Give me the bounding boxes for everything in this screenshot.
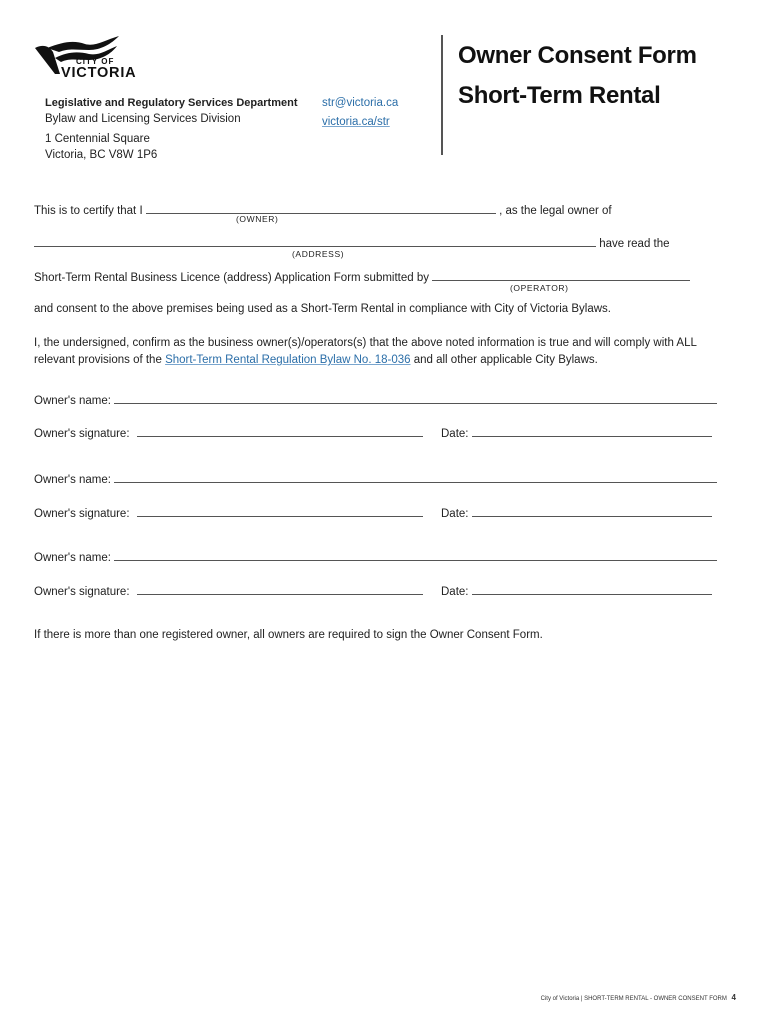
owner-2-name-row <box>34 471 717 486</box>
certify-prefix: This is to certify that I <box>34 205 143 217</box>
website-link[interactable]: victoria.ca/str <box>322 116 390 128</box>
owner-2-date-row <box>441 505 712 520</box>
application-text: Short-Term Rental Business Licence (address) Application Form submitted by <box>34 272 430 284</box>
owner-2-name-input[interactable] <box>114 471 717 483</box>
address-input-line[interactable] <box>34 235 596 247</box>
owner-1-signature-input[interactable] <box>137 425 423 437</box>
logo-city-of: CITY OF <box>76 57 115 66</box>
have-read-text: have read the <box>599 238 670 250</box>
owner-2-date-input[interactable] <box>472 505 712 517</box>
owner-3-signature-row <box>34 583 423 598</box>
owner-1-date-input[interactable] <box>472 425 712 437</box>
email-link[interactable]: str@victoria.ca <box>322 97 399 109</box>
header-divider <box>441 35 443 155</box>
city-logo <box>33 34 143 84</box>
certify-line-1 <box>34 202 612 217</box>
owner-name-label: Owner's name: <box>34 474 111 486</box>
owner-1-name-row <box>34 392 717 407</box>
owner-signature-label: Owner's signature: <box>34 428 130 440</box>
owner-3-date-row <box>441 583 712 598</box>
confirm-paragraph <box>34 335 724 369</box>
footer-text: City of Victoria | SHORT-TERM RENTAL - OWNER CONSENT FORM <box>540 996 727 1002</box>
owner-1-name-input[interactable] <box>114 392 717 404</box>
owner-2-signature-input[interactable] <box>137 505 423 517</box>
form-subtitle: Short-Term Rental <box>458 82 661 109</box>
confirm-text-end: and all other applicable City Bylaws. <box>413 354 598 366</box>
date-label: Date: <box>441 428 469 440</box>
department-name: Legislative and Regulatory Services Department <box>45 97 298 109</box>
address-caption: (ADDRESS) <box>292 249 345 259</box>
owner-3-date-input[interactable] <box>472 583 712 595</box>
owner-caption: (OWNER) <box>236 214 279 224</box>
owner-3-name-row <box>34 549 717 564</box>
certify-line-3 <box>34 269 690 284</box>
owner-input-line[interactable] <box>146 202 496 214</box>
certify-suffix: , as the legal owner of <box>499 205 612 217</box>
owner-1-signature-row <box>34 425 423 440</box>
multiple-owners-note: If there is more than one registered owner, all owners are required to sign the Owner Consent Form. <box>34 629 543 641</box>
owner-signature-label: Owner's signature: <box>34 508 130 520</box>
owner-name-label: Owner's name: <box>34 552 111 564</box>
owner-signature-label: Owner's signature: <box>34 586 130 598</box>
page-footer <box>541 993 736 1002</box>
owner-name-label: Owner's name: <box>34 395 111 407</box>
date-label: Date: <box>441 586 469 598</box>
certify-line-2 <box>34 235 670 250</box>
division-name: Bylaw and Licensing Services Division <box>45 113 241 125</box>
logo-victoria: VICTORIA <box>61 65 137 81</box>
operator-caption: (OPERATOR) <box>510 283 569 293</box>
address-line-2: Victoria, BC V8W 1P6 <box>45 149 158 161</box>
owner-2-signature-row <box>34 505 423 520</box>
owner-3-name-input[interactable] <box>114 549 717 561</box>
owner-1-date-row <box>441 425 712 440</box>
confirm-text: I, the undersigned, confirm as the business owner(s)/operators(s) that the above noted information is true and will comply with ALL relevant provisions of the <box>34 337 697 366</box>
page-number: 4 <box>731 993 736 1002</box>
form-title: Owner Consent Form <box>458 42 697 69</box>
bylaw-link[interactable]: Short-Term Rental Regulation Bylaw No. 18-036 <box>165 354 411 366</box>
date-label: Date: <box>441 508 469 520</box>
operator-input-line[interactable] <box>432 269 690 281</box>
address-line-1: 1 Centennial Square <box>45 133 150 145</box>
consent-text: and consent to the above premises being used as a Short-Term Rental in compliance with City of Victoria Bylaws. <box>34 303 611 315</box>
owner-3-signature-input[interactable] <box>137 583 423 595</box>
